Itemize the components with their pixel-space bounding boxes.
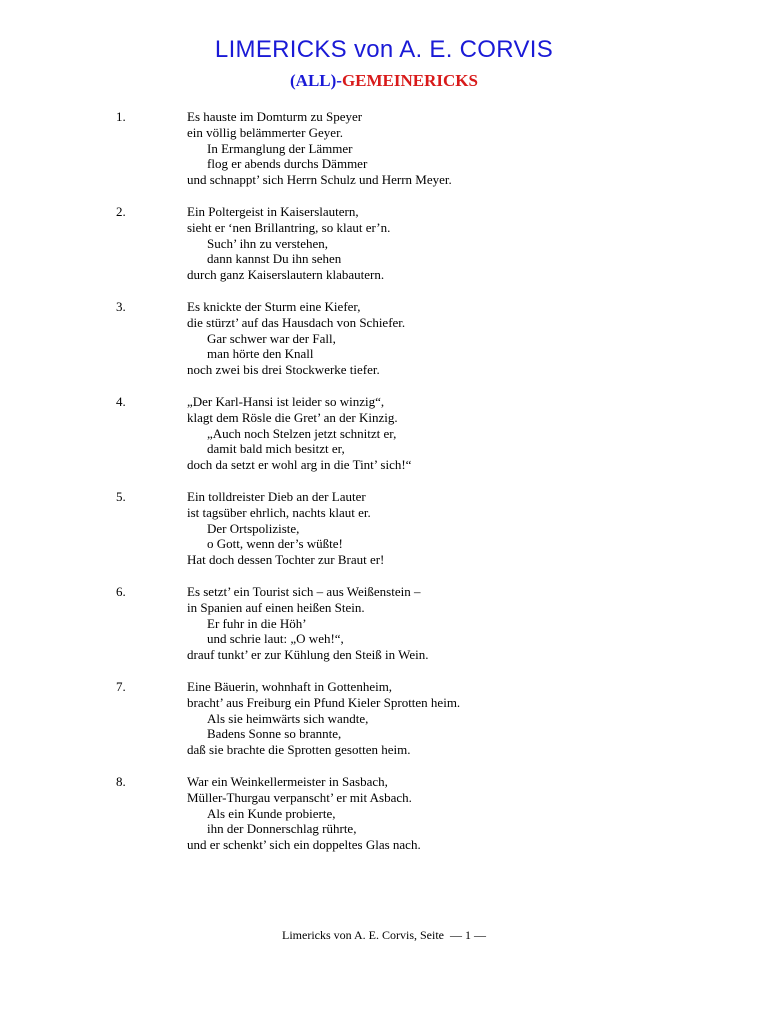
limerick-line: und schrie laut: „O weh!“, <box>207 631 344 647</box>
limerick-line: Gar schwer war der Fall, <box>207 330 336 346</box>
limerick-number: 7. <box>116 679 126 694</box>
limerick-line: War ein Weinkellermeister in Sasbach, <box>187 774 388 789</box>
limerick-number: 6. <box>116 584 126 599</box>
limerick-lines <box>187 489 384 568</box>
limerick-line: klagt dem Rösle die Gret’ an der Kinzig. <box>187 409 398 425</box>
limerick-5 <box>0 489 768 584</box>
subtitle-prefix: (ALL)- <box>290 71 342 90</box>
limerick-4 <box>0 394 768 489</box>
limerick-line: flog er abends durchs Dämmer <box>207 156 368 172</box>
page-footer <box>0 928 768 943</box>
limerick-1 <box>0 109 768 204</box>
limerick-line: ein völlig belämmerter Geyer. <box>187 124 343 140</box>
limerick-line: Als sie heimwärts sich wandte, <box>207 710 369 726</box>
limerick-line: durch ganz Kaiserslautern klabautern. <box>187 267 385 283</box>
limerick-line: Es hauste im Domturm zu Speyer <box>187 109 363 124</box>
page-title: LIMERICKS von A. E. CORVIS <box>214 36 554 63</box>
limerick-line: in Spanien auf einen heißen Stein. <box>187 599 365 615</box>
limerick-lines <box>187 584 428 663</box>
limerick-line: In Ermanglung der Lämmer <box>207 140 353 156</box>
limerick-8 <box>0 774 768 869</box>
limerick-line: o Gott, wenn der’s wüßte! <box>207 536 343 552</box>
limerick-line: Badens Sonne so brannte, <box>207 726 342 742</box>
limerick-line: bracht’ aus Freiburg ein Pfund Kieler Sprotten heim. <box>187 694 461 710</box>
limerick-number: 3. <box>116 299 126 314</box>
limerick-number: 2. <box>116 204 126 219</box>
limerick-line: damit bald mich besitzt er, <box>207 441 345 457</box>
limerick-line: noch zwei bis drei Stockwerke tiefer. <box>187 362 380 378</box>
limerick-line: Es setzt’ ein Tourist sich – aus Weißenstein – <box>187 584 421 599</box>
page-number: — 1 — <box>449 928 486 942</box>
limerick-number: 8. <box>116 774 126 789</box>
limerick-line: sieht er ‘nen Brillantring, so klaut er’n. <box>187 219 391 235</box>
limerick-line: Es knickte der Sturm eine Kiefer, <box>187 299 361 314</box>
limerick-line: und schnappt’ sich Herrn Schulz und Herrn Meyer. <box>187 172 452 188</box>
limerick-6 <box>0 584 768 679</box>
limerick-lines <box>187 109 452 188</box>
limerick-line: Der Ortspoliziste, <box>207 520 300 536</box>
limerick-line: Ein Poltergeist in Kaiserslautern, <box>187 204 359 219</box>
limerick-line: Als ein Kunde probierte, <box>207 805 336 821</box>
limerick-line: „Der Karl-Hansi ist leider so winzig“, <box>187 394 385 409</box>
limerick-line: drauf tunkt’ er zur Kühlung den Steiß in Wein. <box>187 647 429 663</box>
limerick-line: man hörte den Knall <box>207 346 314 362</box>
limerick-line: Hat doch dessen Tochter zur Braut er! <box>187 552 385 568</box>
limerick-line: doch da setzt er wohl arg in die Tint’ sich!“ <box>187 457 412 473</box>
footer-text: Limericks von A. E. Corvis, Seite <box>282 928 444 942</box>
limerick-line: ihn der Donnerschlag rührte, <box>207 821 357 837</box>
limerick-line: dann kannst Du ihn sehen <box>207 251 342 267</box>
limerick-line: Such’ ihn zu verstehen, <box>207 235 329 251</box>
limerick-lines <box>187 204 390 283</box>
limerick-line: „Auch noch Stelzen jetzt schnitzt er, <box>207 425 397 441</box>
limerick-number: 4. <box>116 394 126 409</box>
subtitle-main: GEMEINERICKS <box>341 71 478 90</box>
limerick-lines <box>187 774 421 853</box>
limerick-line: Eine Bäuerin, wohnhaft in Gottenheim, <box>187 679 393 694</box>
limerick-number: 1. <box>116 109 126 124</box>
page-subtitle <box>0 71 768 91</box>
limerick-line: Ein tolldreister Dieb an der Lauter <box>187 489 366 504</box>
limerick-3 <box>0 299 768 394</box>
limerick-line: und er schenkt’ sich ein doppeltes Glas nach. <box>187 837 421 853</box>
limerick-line: die stürzt’ auf das Hausdach von Schiefer. <box>187 314 406 330</box>
limerick-line: Müller-Thurgau verpanscht’ er mit Asbach. <box>187 789 412 805</box>
limerick-line: Er fuhr in die Höh’ <box>207 615 307 631</box>
limerick-line: daß sie brachte die Sprotten gesotten heim. <box>187 742 411 758</box>
limerick-line: ist tagsüber ehrlich, nachts klaut er. <box>187 504 371 520</box>
limerick-lines <box>187 679 460 758</box>
limerick-7 <box>0 679 768 774</box>
limerick-2 <box>0 204 768 299</box>
limerick-number: 5. <box>116 489 126 504</box>
limerick-lines <box>187 394 411 473</box>
limerick-list <box>0 109 768 869</box>
limerick-lines <box>187 299 405 378</box>
